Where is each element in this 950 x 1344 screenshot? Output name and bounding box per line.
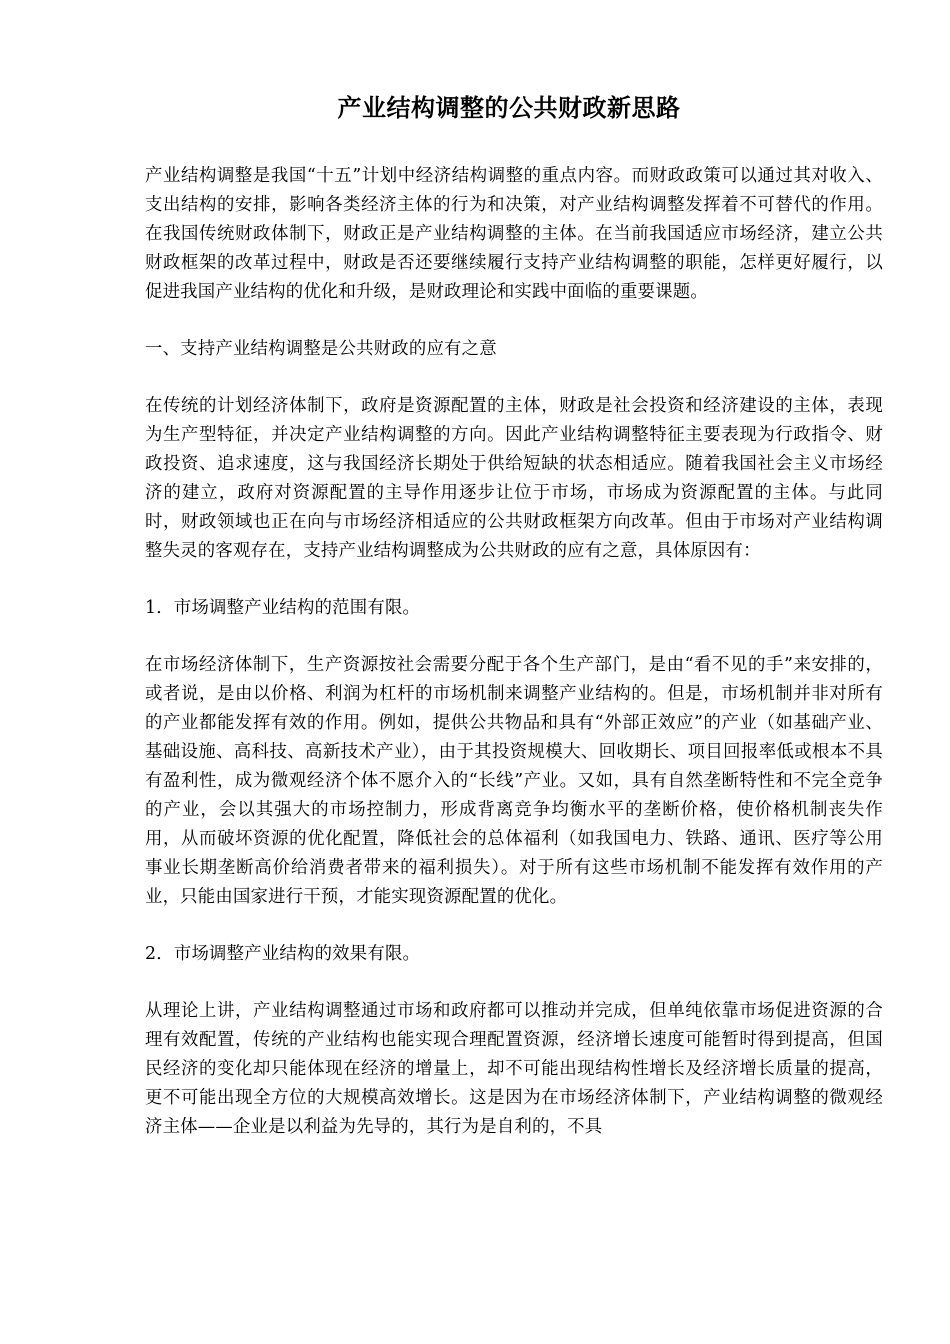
section-heading-1: 一、支持产业结构调整是公共财政的应有之意 bbox=[145, 339, 497, 359]
subheading-1: 1．市场调整产业结构的范围有限。 bbox=[145, 598, 421, 618]
paragraph-subsection-2: 从理论上讲，产业结构调整通过市场和政府都可以推动并完成，但单纯依靠市场促进资源的合理有效配置，传统的产业结构也能实现合理配置资源，经济增长速度可能暂时得到提高，但国民经济的变化却只能体现在经济的增量上，却不可能出现结构性增长及经济增长质量的提高，更不可能出现全方位的大规模高效增长。这是因为在市场经济体制下，产业结构调整的微观经济主体——企业是以利益为先导的，其行为是自利的，不具 bbox=[145, 1001, 883, 1137]
paragraph-subsection-1: 在市场经济体制下，生产资源按社会需要分配于各个生产部门，是由“看不见的手”来安排的，或者说，是由以价格、利润为杠杆的市场机制来调整产业结构的。但是，市场机制并非对所有的产业都能发挥有效的作用。例如，提供公共物品和具有“外部正效应”的产业（如基础产业、基础设施、高科技、高新技术产业），由于其投资规模大、回收期长、项目回报率低或根本不具有盈利性，成为微观经济个体不愿介入的“长线”产业。又如，具有自然垄断特性和不完全竞争的产业，会以其强大的市场控制力，形成背离竞争均衡水平的垄断价格，使价格机制丧失作用，从而破坏资源的优化配置，降低社会的总体福利（如我国电力、铁路、通讯、医疗等公用事业长期垄断高价给消费者带来的福利损失）。对于所有这些市场机制不能发挥有效作用的产业，只能由国家进行干预，才能实现资源配置的优化。 bbox=[145, 655, 883, 907]
document-body bbox=[145, 162, 883, 1170]
paragraph-section-1: 在传统的计划经济体制下，政府是资源配置的主体，财政是社会投资和经济建设的主体，表现为生产型特征，并决定产业结构调整的方向。因此产业结构调整特征主要表现为行政指令、财政投资、追求速度，这与我国经济长期处于供给短缺的状态相适应。随着我国社会主义市场经济的建立，政府对资源配置的主导作用逐步让位于市场，市场成为资源配置的主体。与此同时，财政领域也正在向与市场经济相适应的公共财政框架方向改革。但由于市场对产业结构调整失灵的客观存在，支持产业结构调整成为公共财政的应有之意，具体原因有： bbox=[145, 396, 883, 561]
paragraph-intro: 产业结构调整是我国“十五”计划中经济结构调整的重点内容。而财政政策可以通过其对收入、支出结构的安排，影响各类经济主体的行为和决策，对产业结构调整发挥着不可替代的作用。在我国传统财政体制下，财政正是产业结构调整的主体。在当前我国适应市场经济，建立公共财政框架的改革过程中，财政是否还要继续履行支持产业结构调整的职能，怎样更好履行，以促进我国产业结构的优化和升级，是财政理论和实践中面临的重要课题。 bbox=[145, 166, 883, 302]
page-title: 产业结构调整的公共财政新思路 bbox=[337, 93, 681, 122]
subheading-2: 2．市场调整产业结构的效果有限。 bbox=[145, 944, 421, 964]
